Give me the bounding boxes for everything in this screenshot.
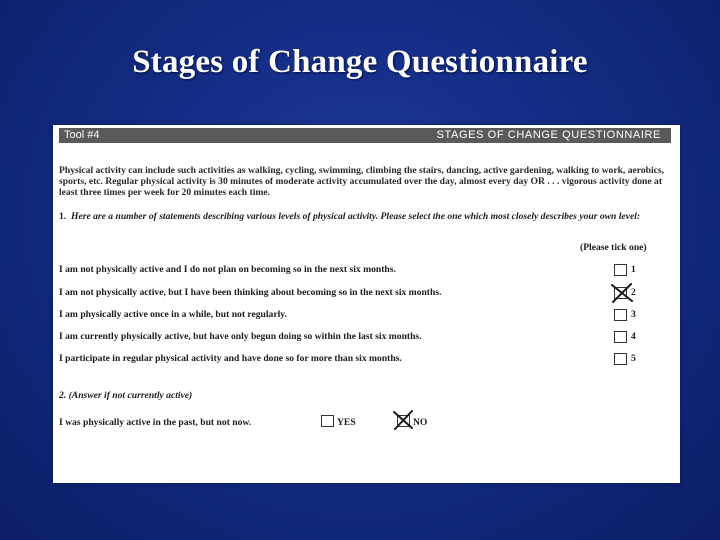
option-row-5: [59, 353, 674, 367]
yes-label: YES: [337, 417, 356, 428]
option-row-3: [59, 309, 674, 323]
no-label: NO: [413, 417, 428, 428]
option-statement: I participate in regular physical activity and have done so for more than six months.: [59, 353, 402, 364]
no-checkbox[interactable]: [397, 415, 410, 427]
question-2-label: 2. (Answer if not currently active): [59, 390, 193, 401]
option-statement: I am not physically active and I do not plan on becoming so in the next six months.: [59, 264, 396, 275]
option-number: 5: [631, 353, 636, 364]
questionnaire-document: [53, 125, 680, 483]
intro-paragraph: Physical activity can include such activities as walking, cycling, swimming, climbing the stairs, dancing, active gardening, walking to work, aerobics, sports, etc. Regular physical activity is 30 minutes of moderate activity accumulated over the day, almost every day OR . . . vigorous activity done at least three times per week for 20 minutes each time.: [59, 165, 665, 198]
option-row-1: [59, 264, 674, 278]
yes-checkbox[interactable]: [321, 415, 334, 427]
option-checkbox-3[interactable]: [614, 309, 627, 321]
option-number: 4: [631, 331, 636, 342]
tick-one-note: (Please tick one): [580, 242, 647, 253]
slide-title: Stages of Change Questionnaire: [132, 44, 588, 80]
tool-label: Tool #4: [64, 129, 100, 141]
option-checkbox-5[interactable]: [614, 353, 627, 365]
option-checkbox-2[interactable]: [614, 287, 627, 299]
option-statement: I am currently physically active, but have only begun doing so within the last six months.: [59, 331, 422, 342]
option-statement: I am not physically active, but I have been thinking about becoming so in the next six months.: [59, 287, 442, 298]
option-number: 2: [631, 287, 636, 298]
option-checkbox-1[interactable]: [614, 264, 627, 276]
option-statement: I am physically active once in a while, but not regularly.: [59, 309, 287, 320]
question-2-statement: I was physically active in the past, but not now.: [59, 417, 252, 428]
option-number: 3: [631, 309, 636, 320]
document-header-title: STAGES OF CHANGE QUESTIONNAIRE: [436, 129, 661, 141]
option-row-4: [59, 331, 674, 345]
option-checkbox-4[interactable]: [614, 331, 627, 343]
question-1-number: 1.: [59, 211, 67, 222]
option-row-2: [59, 287, 674, 301]
question-1-text: Here are a number of statements describing various levels of physical activity. Please select the one which most closely describes your own level:: [71, 211, 641, 222]
option-number: 1: [631, 264, 636, 275]
document-header-bar: [59, 128, 671, 143]
